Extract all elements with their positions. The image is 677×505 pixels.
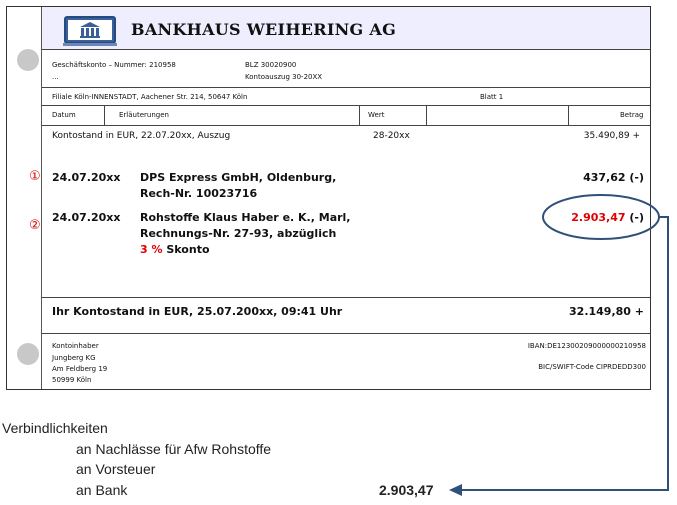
holder-label: Kontoinhaber <box>52 342 99 350</box>
col-date: Datum <box>52 111 76 119</box>
tx2-line1: Rohstoffe Klaus Haber e. K., Marl, <box>140 211 351 224</box>
branch-address: Filiale Köln-INNENSTADT, Aachener Str. 214, 50647 Köln <box>52 93 248 101</box>
tx1-line2: Rech-Nr. 10023716 <box>140 187 258 200</box>
booking-line-2: an Nachlässe für Afw Rohstoffe <box>76 441 272 457</box>
old-balance-amount: 35.490,89 + <box>583 131 640 141</box>
marker-2: ② <box>29 218 41 233</box>
sheet-number: Blatt 1 <box>480 93 504 101</box>
tx2-amount-value: 2.903,47 <box>571 211 626 224</box>
col-value: Wert <box>368 111 385 119</box>
tx1-amount: 437,62 (-) <box>583 171 644 184</box>
marker-1: ① <box>29 169 41 184</box>
old-balance-ref: 28-20xx <box>373 131 410 141</box>
booking-line-4: an Bank <box>76 482 128 498</box>
booking-line-3: an Vorsteuer <box>76 461 156 477</box>
tx2-amount-suffix: (-) <box>629 211 644 224</box>
tx2-date: 24.07.20xx <box>52 211 121 224</box>
iban: IBAN:DE12300209000000210958 <box>527 342 646 350</box>
booking-amount: 2.903,47 <box>379 482 434 498</box>
booking-line-1: Verbindlichkeiten <box>2 420 108 436</box>
holder-city: 50999 Köln <box>52 376 92 384</box>
account-dots: ... <box>52 73 59 81</box>
tx1-line1: DPS Express GmbH, Oldenburg, <box>140 171 337 184</box>
tx1-date: 24.07.20xx <box>52 171 121 184</box>
skonto-percent: 3 % <box>140 243 163 256</box>
blz: BLZ 30020900 <box>245 61 297 69</box>
holder-street: Am Feldberg 19 <box>52 365 108 373</box>
col-description: Erläuterungen <box>119 111 169 119</box>
skonto-label: Skonto <box>166 243 210 256</box>
old-balance-label: Kontostand in EUR, 22.07.20xx, Auszug <box>52 131 231 141</box>
statement-number: Kontoauszug 30-20XX <box>245 73 323 81</box>
new-balance-label: Ihr Kontostand in EUR, 25.07.200xx, 09:41 Uhr <box>52 305 343 318</box>
bank-name: BANKHAUS WEIHERING AG <box>131 20 397 39</box>
new-balance-amount: 32.149,80 + <box>569 305 644 318</box>
account-number: Geschäftskonto – Nummer: 210958 <box>52 61 176 69</box>
tx2-line2: Rechnungs-Nr. 27-93, abzüglich <box>140 227 337 240</box>
bic: BIC/SWIFT-Code CIPRDEDD300 <box>538 363 646 371</box>
col-amount: Betrag <box>620 111 644 119</box>
holder-name: Jungberg KG <box>52 354 96 362</box>
